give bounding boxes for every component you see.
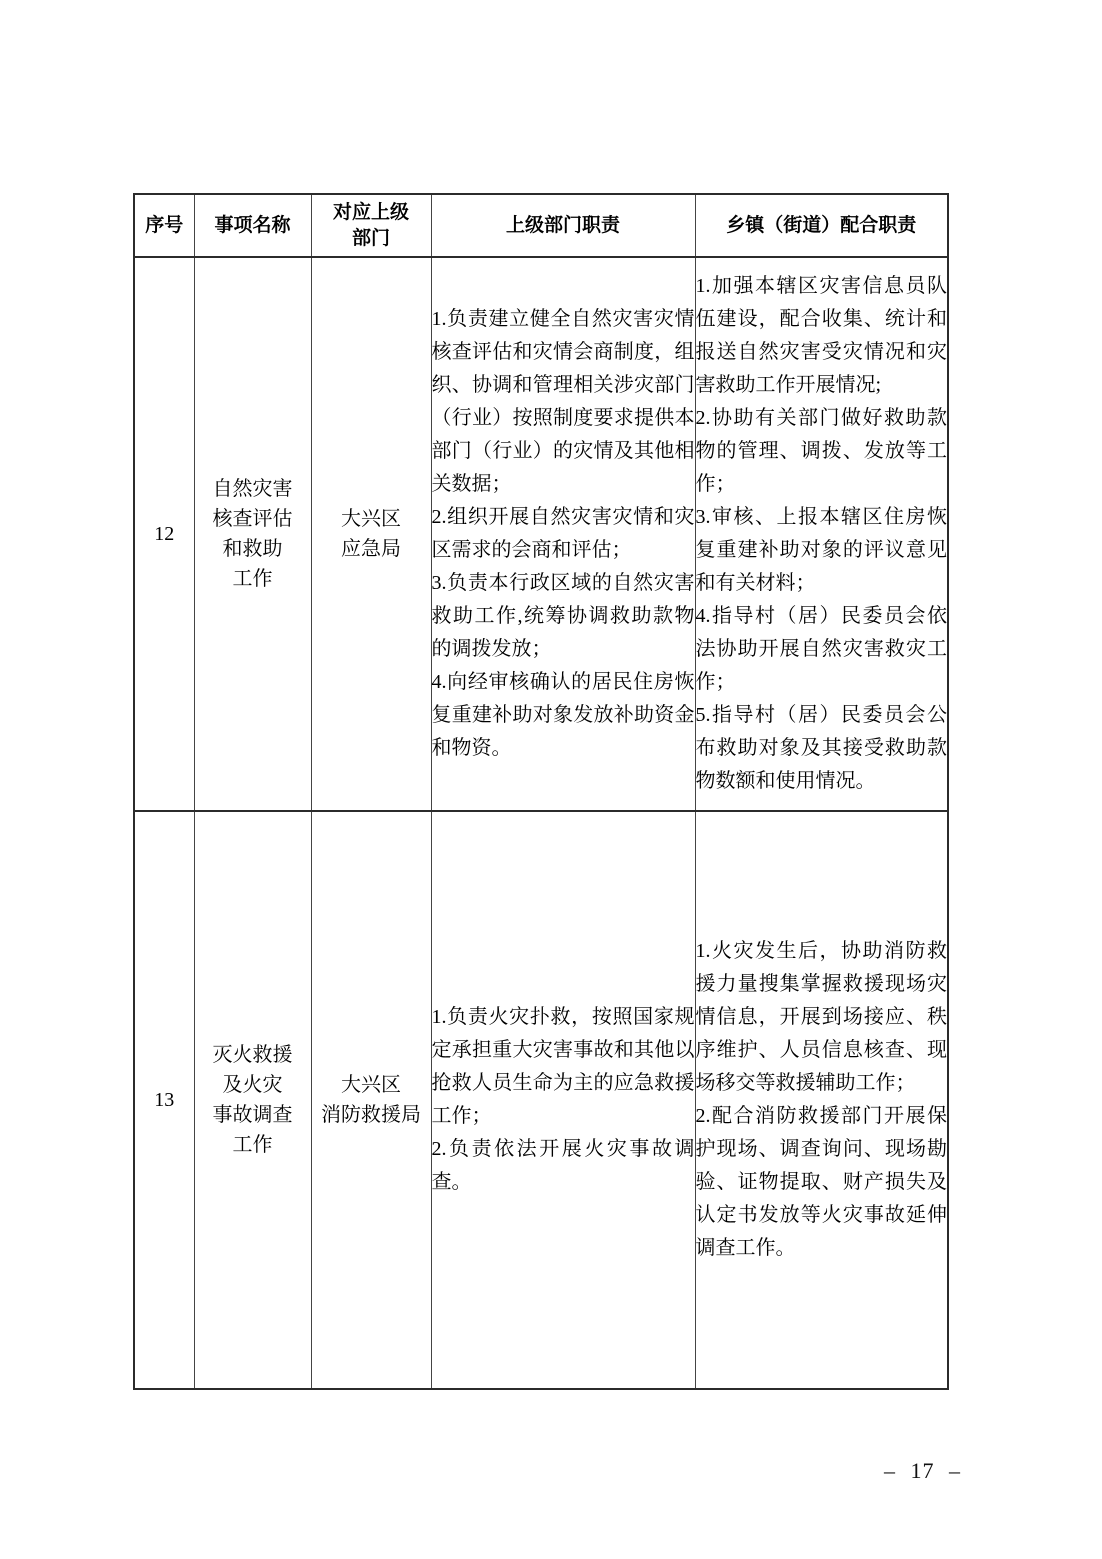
cell-superior-duties [431,257,695,811]
table-row-12 [134,257,948,811]
item-name-line: 灭火救援 [212,1044,293,1066]
department-line: 大兴区 [341,1074,401,1096]
cell-index: 13 [134,811,194,1389]
duty-item: 2.协助有关部门做好救助款物的管理、调拨、发放等工作； [695,407,947,495]
col-header-superior-dept-line1: 对应上级 [332,201,409,223]
cell-department [311,811,431,1389]
duty-item: 1.加强本辖区灾害信息员队伍建设，配合收集、统计和报送自然灾害受灾情况和灾害救助工作开展情况; [695,275,947,396]
cell-item-name [194,257,311,811]
page-number: – 17 – [884,1458,961,1483]
duty-item: 4.向经审核确认的居民住房恢复重建补助对象发放补助资金和物资。 [431,671,695,759]
department-line: 大兴区 [341,508,401,530]
col-header-index: 序号 [134,194,194,257]
duty-item: 2.负责依法开展火灾事故调查。 [431,1138,695,1193]
duty-item: 1.负责建立健全自然灾害灾情核查评估和灾情会商制度，组织、协调和管理相关涉灾部门（行业）按照制度要求提供本部门（行业）的灾情及其他相关数据； [431,308,695,495]
duty-item: 4.指导村（居）民委员会依法协助开展自然灾害救灾工作； [695,605,947,693]
col-header-superior-dept [311,194,431,257]
duty-item: 5.指导村（居）民委员会公布救助对象及其接受救助款物数额和使用情况。 [695,704,947,792]
duty-item: 1.火灾发生后，协助消防救援力量搜集掌握救援现场灾情信息，开展到场接应、秩序维护、人员信息核查、现场移交等救援辅助工作； [695,940,947,1094]
cell-superior-duties [431,811,695,1389]
item-name-line: 自然灾害 [212,478,293,500]
duty-item: 1.负责火灾扑救，按照国家规定承担重大灾害事故和其他以抢救人员生命为主的应急救援工作； [431,1006,695,1127]
duty-item: 2.配合消防救援部门开展保护现场、调查询问、现场勘验、证物提取、财产损失及认定书发放等火灾事故延伸调查工作。 [695,1105,947,1259]
cell-index: 12 [134,257,194,811]
col-header-superior-duties: 上级部门职责 [431,194,695,257]
cell-item-name [194,811,311,1389]
cell-township-duties [695,257,948,811]
department-line: 消防救援局 [321,1104,421,1126]
item-name-line: 和救助 [222,538,283,560]
table-header-row [134,194,948,257]
col-header-township-duties: 乡镇（街道）配合职责 [695,194,948,257]
duty-item: 3.审核、上报本辖区住房恢复重建补助对象的评议意见和有关材料； [695,506,947,594]
col-header-item-name: 事项名称 [194,194,311,257]
item-name-line: 工作 [232,1134,273,1156]
col-header-superior-dept-line2: 部门 [351,227,390,249]
item-name-line: 核查评估 [212,508,293,530]
table-row-13 [134,811,948,1389]
duty-item: 2.组织开展自然灾害灾情和灾区需求的会商和评估； [431,506,695,561]
cell-township-duties [695,811,948,1389]
duty-item: 3.负责本行政区域的自然灾害救助工作,统筹协调救助款物的调拨发放； [431,572,695,660]
duties-table [133,193,949,1390]
department-line: 应急局 [341,538,401,560]
cell-department [311,257,431,811]
item-name-line: 工作 [232,568,273,590]
item-name-line: 及火灾 [222,1074,283,1096]
item-name-line: 事故调查 [212,1104,293,1126]
